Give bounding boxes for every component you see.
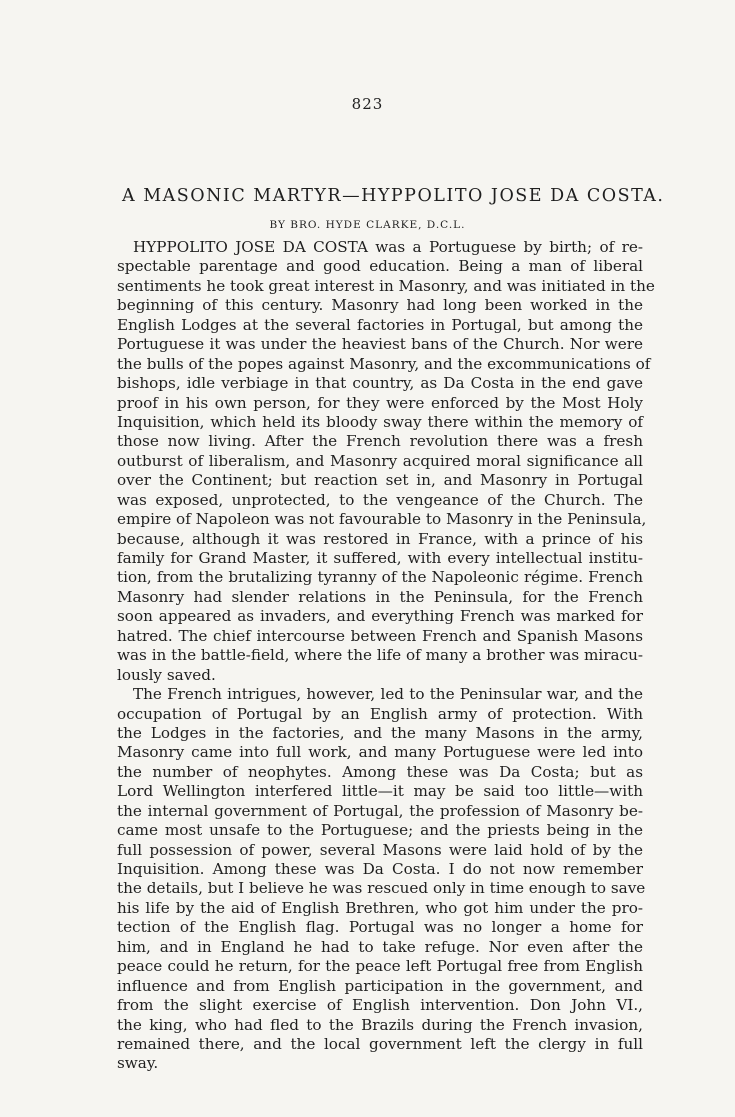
text-line: came most unsafe to the Portuguese; and the priests being in the bbox=[117, 821, 643, 840]
text-line: bishops, idle verbiage in that country, as Da Costa in the end gave bbox=[117, 374, 643, 393]
text-line: tection of the English flag. Portugal was no longer a home for bbox=[117, 918, 643, 937]
text-line: Masonry came into full work, and many Portuguese were led into bbox=[117, 743, 643, 762]
text-line: the number of neophytes. Among these was Da Costa; but as bbox=[117, 762, 643, 781]
text-line: family for Grand Master, it suffered, with every intellectual institu- bbox=[117, 549, 643, 567]
text-line: sentiments he took great interest in Masonry, and was initiated in the bbox=[117, 276, 655, 295]
text-line: from the slight exercise of English intervention. Don John VI., bbox=[117, 996, 643, 1015]
text-line: the bulls of the popes against Masonry, and the excommunications of bbox=[117, 354, 651, 373]
text-line: tion, from the brutalizing tyranny of the Napoleonic régime. French bbox=[117, 568, 643, 587]
text-line: HYPPOLITO JOSE DA COSTA was a Portuguese by birth; of re- bbox=[133, 238, 643, 256]
text-line: remained there, and the local government left the clergy in full bbox=[117, 1034, 643, 1053]
paragraph bbox=[117, 685, 646, 1074]
text-line: Inquisition, which held its bloody sway there within the memory of bbox=[117, 412, 643, 431]
text-line: the king, who had fled to the Brazils during the French invasion, bbox=[117, 1015, 643, 1034]
text-line: over the Continent; but reaction set in, and Masonry in Portugal bbox=[117, 471, 643, 490]
article-body bbox=[117, 238, 655, 1074]
byline: BY BRO. HYDE CLARKE, D.C.L. bbox=[269, 219, 466, 231]
text-line: English Lodges at the several factories in Portugal, but among the bbox=[117, 315, 643, 334]
text-line: peace could he return, for the peace left Portugal free from English bbox=[117, 957, 643, 976]
text-line: occupation of Portugal by an English army of protection. With bbox=[117, 704, 643, 723]
text-line: his life by the aid of English Brethren, who got him under the pro- bbox=[117, 898, 643, 917]
text-line: the internal government of Portugal, the profession of Masonry be- bbox=[117, 801, 643, 820]
text-line: the Lodges in the factories, and the many Masons in the army, bbox=[117, 723, 643, 742]
text-line: hatred. The chief intercourse between French and Spanish Masons bbox=[117, 626, 643, 645]
text-line: Portuguese it was under the heaviest bans of the Church. Nor were bbox=[117, 335, 643, 354]
article-title: A MASONIC MARTYR—HYPPOLITO JOSE DA COSTA. bbox=[122, 186, 665, 206]
text-line: influence and from English participation in the government, and bbox=[117, 976, 643, 995]
text-line: Masonry had slender relations in the Peninsula, for the French bbox=[117, 587, 643, 606]
text-line: The French intrigues, however, led to the Peninsular war, and the bbox=[133, 685, 643, 704]
text-line: the details, but I believe he was rescued only in time enough to save bbox=[117, 879, 646, 898]
text-line: him, and in England he had to take refuge. Nor even after the bbox=[117, 937, 643, 956]
text-line: outburst of liberalism, and Masonry acquired moral significance all bbox=[117, 451, 643, 470]
text-line: beginning of this century. Masonry had long been worked in the bbox=[117, 296, 643, 315]
page-number: 823 bbox=[351, 95, 384, 113]
text-line: empire of Napoleon was not favourable to Masonry in the Peninsula, bbox=[117, 510, 647, 529]
text-line: spectable parentage and good education. Being a man of liberal bbox=[117, 257, 643, 276]
text-line: proof in his own person, for they were enforced by the Most Holy bbox=[117, 393, 643, 412]
text-line: Lord Wellington interfered little—it may be said too little—with bbox=[117, 782, 643, 801]
text-line: full possession of power, several Masons were laid hold of by the bbox=[117, 840, 643, 859]
text-line: those now living. After the French revolution there was a fresh bbox=[117, 432, 643, 451]
text-line: sway. bbox=[117, 1054, 159, 1073]
text-line: because, although it was restored in France, with a prince of his bbox=[117, 529, 643, 548]
text-line: was exposed, unprotected, to the vengeance of the Church. The bbox=[117, 490, 643, 509]
text-line: was in the battle-field, where the life of many a brother was miracu- bbox=[117, 646, 643, 665]
text-line: soon appeared as invaders, and everything French was marked for bbox=[117, 607, 643, 626]
text-line: Inquisition. Among these was Da Costa. I do not now remember bbox=[117, 860, 643, 878]
text-line: lously saved. bbox=[117, 665, 216, 684]
paragraph bbox=[117, 238, 655, 685]
